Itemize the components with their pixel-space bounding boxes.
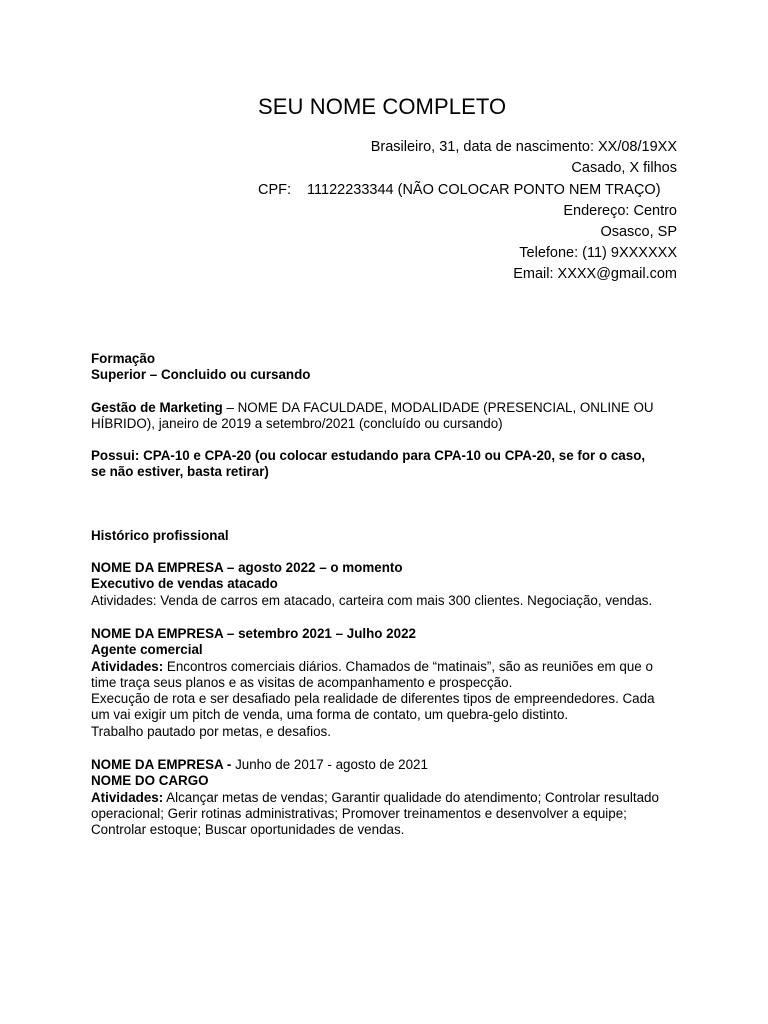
job-activities-line: Trabalho pautado por metas, e desafios. [91,723,331,739]
job-activities: Encontros comerciais diários. Chamados de “matinais”, são as reuniões em que o [163,658,653,674]
history-heading: Histórico profissional [91,528,229,543]
course-name: Gestão de Marketing [91,400,223,415]
education-heading: Formação [91,351,155,366]
certifications-line-cont: se não estiver, basta retirar) [91,464,269,480]
job-title: NOME DA EMPRESA - [91,757,232,772]
address-line: Endereço: Centro [563,203,677,219]
job-activities: Atividades: Venda de carros em atacado, carteira com mais 300 clientes. Negociação, vendas. [91,592,653,608]
activities-label: Atividades: [91,789,164,805]
job-title: NOME DA EMPRESA – agosto 2022 – o momento [91,560,403,575]
job-entry [91,560,681,609]
education-section [91,351,681,384]
course-detail: – NOME DA FACULDADE, MODALIDADE (PRESENCIAL, ONLINE OU [222,400,654,415]
job-role: Executivo de vendas atacado [91,576,278,592]
marital-line: Casado, X filhos [571,160,677,177]
job-dates: Junho de 2017 - agosto de 2021 [231,757,428,772]
nationality-line: Brasileiro, 31, data de nascimento: XX/08/19XX [370,139,677,155]
certifications-line: Possui: CPA-10 e CPA-20 (ou colocar estudando para CPA-10 ou CPA-20, se for o caso, [91,448,646,463]
education-level: Superior – Concluido ou cursando [91,367,311,383]
course-detail-cont: HÍBRIDO), janeiro de 2019 a setembro/2021 (concluído ou cursando) [91,416,503,432]
job-entry [91,757,681,838]
job-activities-line: time traça seus planos e as visitas de acompanhamento e prospecção. [91,674,513,690]
activities-label: Atividades: [91,658,164,674]
job-activities-line: Execução de rota e ser desafiado pela realidade de diferentes tipos de empreendedores. Cada [91,691,655,707]
course-entry [91,400,681,433]
cpf-label: CPF: [258,182,292,198]
city-line: Osasco, SP [600,224,677,240]
job-title: NOME DA EMPRESA – setembro 2021 – Julho 2022 [91,626,416,641]
job-entry [91,626,681,740]
job-activities-line: Controlar estoque; Buscar oportunidades de vendas. [91,822,405,838]
job-activities: Alcançar metas de vendas; Garantir qualidade do atendimento; Controlar resultado [163,789,659,805]
certifications [91,448,681,481]
email-line: Email: XXXX@gmail.com [513,266,677,282]
job-role: NOME DO CARGO [91,773,209,789]
cpf-line [258,180,661,201]
job-activities-line: um vai exigir um pitch de venda, uma forma de contato, um quebra-gelo distinto. [91,707,569,723]
job-role: Agente comercial [91,642,203,658]
cpf-value: 11122233344 (NÃO COLOCAR PONTO NEM TRAÇO) [307,182,661,198]
full-name: SEU NOME COMPLETO [258,94,507,119]
phone-line: Telefone: (11) 9XXXXXX [519,245,677,261]
job-activities-line: operacional; Gerir rotinas administrativas; Promover treinamentos e desenvolver a equipe; [91,805,627,821]
